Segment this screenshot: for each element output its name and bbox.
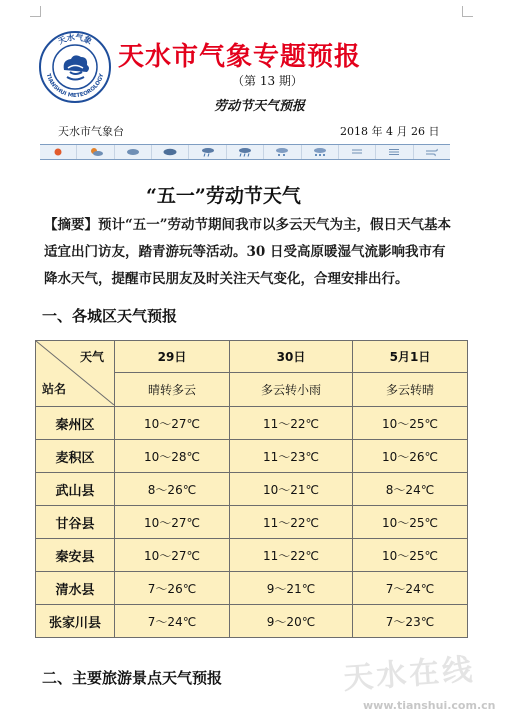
station-name: 清水县 xyxy=(36,572,115,605)
overcast-icon xyxy=(152,145,189,159)
temperature-range: 10～26℃ xyxy=(353,440,468,473)
issue-number: （第 13 期） xyxy=(232,74,303,88)
document-heading: “五一”劳动节天气 xyxy=(146,185,301,207)
corner-label-weather: 天气 xyxy=(79,350,104,364)
issuing-organization: 天水市气象台 xyxy=(58,125,124,138)
main-title: 天水市气象专题预报 xyxy=(118,42,362,72)
fog-icon xyxy=(376,145,413,159)
corner-label-station: 站名 xyxy=(42,382,67,396)
date-header: 30日 xyxy=(229,341,352,373)
table-row xyxy=(36,605,468,638)
temperature-range: 10～21℃ xyxy=(229,473,352,506)
snow-icon xyxy=(302,145,339,159)
date-header: 29日 xyxy=(115,341,230,373)
temperature-range: 7～26℃ xyxy=(115,572,230,605)
temperature-range: 9～21℃ xyxy=(229,572,352,605)
temperature-range: 8～26℃ xyxy=(115,473,230,506)
temperature-range: 10～27℃ xyxy=(115,506,230,539)
logo-top-text: 天水气象 xyxy=(56,32,94,47)
station-name: 麦积区 xyxy=(36,440,115,473)
table-row xyxy=(36,539,468,572)
station-name: 张家川县 xyxy=(36,605,115,638)
station-name: 秦安县 xyxy=(36,539,115,572)
meteorology-logo xyxy=(38,30,112,104)
temperature-range: 11～22℃ xyxy=(229,506,352,539)
wind-icon xyxy=(414,145,450,159)
table-row xyxy=(36,407,468,440)
district-forecast-table xyxy=(35,340,468,638)
weather-condition: 多云转晴 xyxy=(353,373,468,407)
temperature-range: 10～25℃ xyxy=(353,506,468,539)
temperature-range: 10～25℃ xyxy=(353,407,468,440)
station-name: 秦州区 xyxy=(36,407,115,440)
temperature-range: 11～23℃ xyxy=(229,440,352,473)
cloudy-icon xyxy=(115,145,152,159)
temperature-range: 10～28℃ xyxy=(115,440,230,473)
table-row xyxy=(36,572,468,605)
temperature-range: 7～24℃ xyxy=(115,605,230,638)
temperature-range: 9～20℃ xyxy=(229,605,352,638)
temperature-range: 11～22℃ xyxy=(229,539,352,572)
page-corner-mark-left xyxy=(30,6,41,17)
watermark-url: www.tianshui.com.cn xyxy=(363,699,496,712)
sunny-icon xyxy=(40,145,77,159)
temperature-range: 11～22℃ xyxy=(229,407,352,440)
station-name: 甘谷县 xyxy=(36,506,115,539)
temperature-range: 10～25℃ xyxy=(353,539,468,572)
temperature-range: 10～27℃ xyxy=(115,539,230,572)
temperature-range: 7～23℃ xyxy=(353,605,468,638)
page-corner-mark-right xyxy=(462,6,473,17)
abstract-tag: 【摘要】 xyxy=(44,217,98,233)
table-corner-cell xyxy=(36,341,115,407)
table-row xyxy=(36,506,468,539)
date-header: 5月1日 xyxy=(353,341,468,373)
watermark-text: 天水在线 xyxy=(342,652,477,697)
weather-condition: 多云转小雨 xyxy=(229,373,352,407)
report-subtitle: 劳动节天气预报 xyxy=(214,99,306,114)
table-header-row xyxy=(36,341,468,373)
section-heading-districts: 一、各城区天气预报 xyxy=(42,307,178,325)
abstract-paragraph xyxy=(44,212,454,293)
table-row xyxy=(36,440,468,473)
partly-cloudy-icon xyxy=(77,145,114,159)
station-name: 武山县 xyxy=(36,473,115,506)
weather-condition: 晴转多云 xyxy=(115,373,230,407)
site-watermark xyxy=(335,649,507,719)
fog-icon xyxy=(339,145,376,159)
rain-icon xyxy=(189,145,226,159)
temperature-range: 8～24℃ xyxy=(353,473,468,506)
temperature-range: 7～24℃ xyxy=(353,572,468,605)
section-heading-scenic-spots: 二、主要旅游景点天气预报 xyxy=(42,669,223,687)
table-row xyxy=(36,473,468,506)
issue-date: 2018 年 4 月 26 日 xyxy=(340,125,440,138)
weather-icon-strip xyxy=(40,144,450,160)
logo-ring-text: TIANSHUI METEOROLOGY xyxy=(44,73,106,100)
abstract-body: 预计“五一”劳动节期间我市以多云天气为主，假日天气基本适宜出门访友，踏青游玩等活动。30 日受高原暖湿气流影响我市有降水天气，提醒市民朋友及时关注天气变化，合理安排出行。 xyxy=(44,217,452,287)
snow-icon xyxy=(264,145,301,159)
rain-icon xyxy=(227,145,264,159)
temperature-range: 10～27℃ xyxy=(115,407,230,440)
